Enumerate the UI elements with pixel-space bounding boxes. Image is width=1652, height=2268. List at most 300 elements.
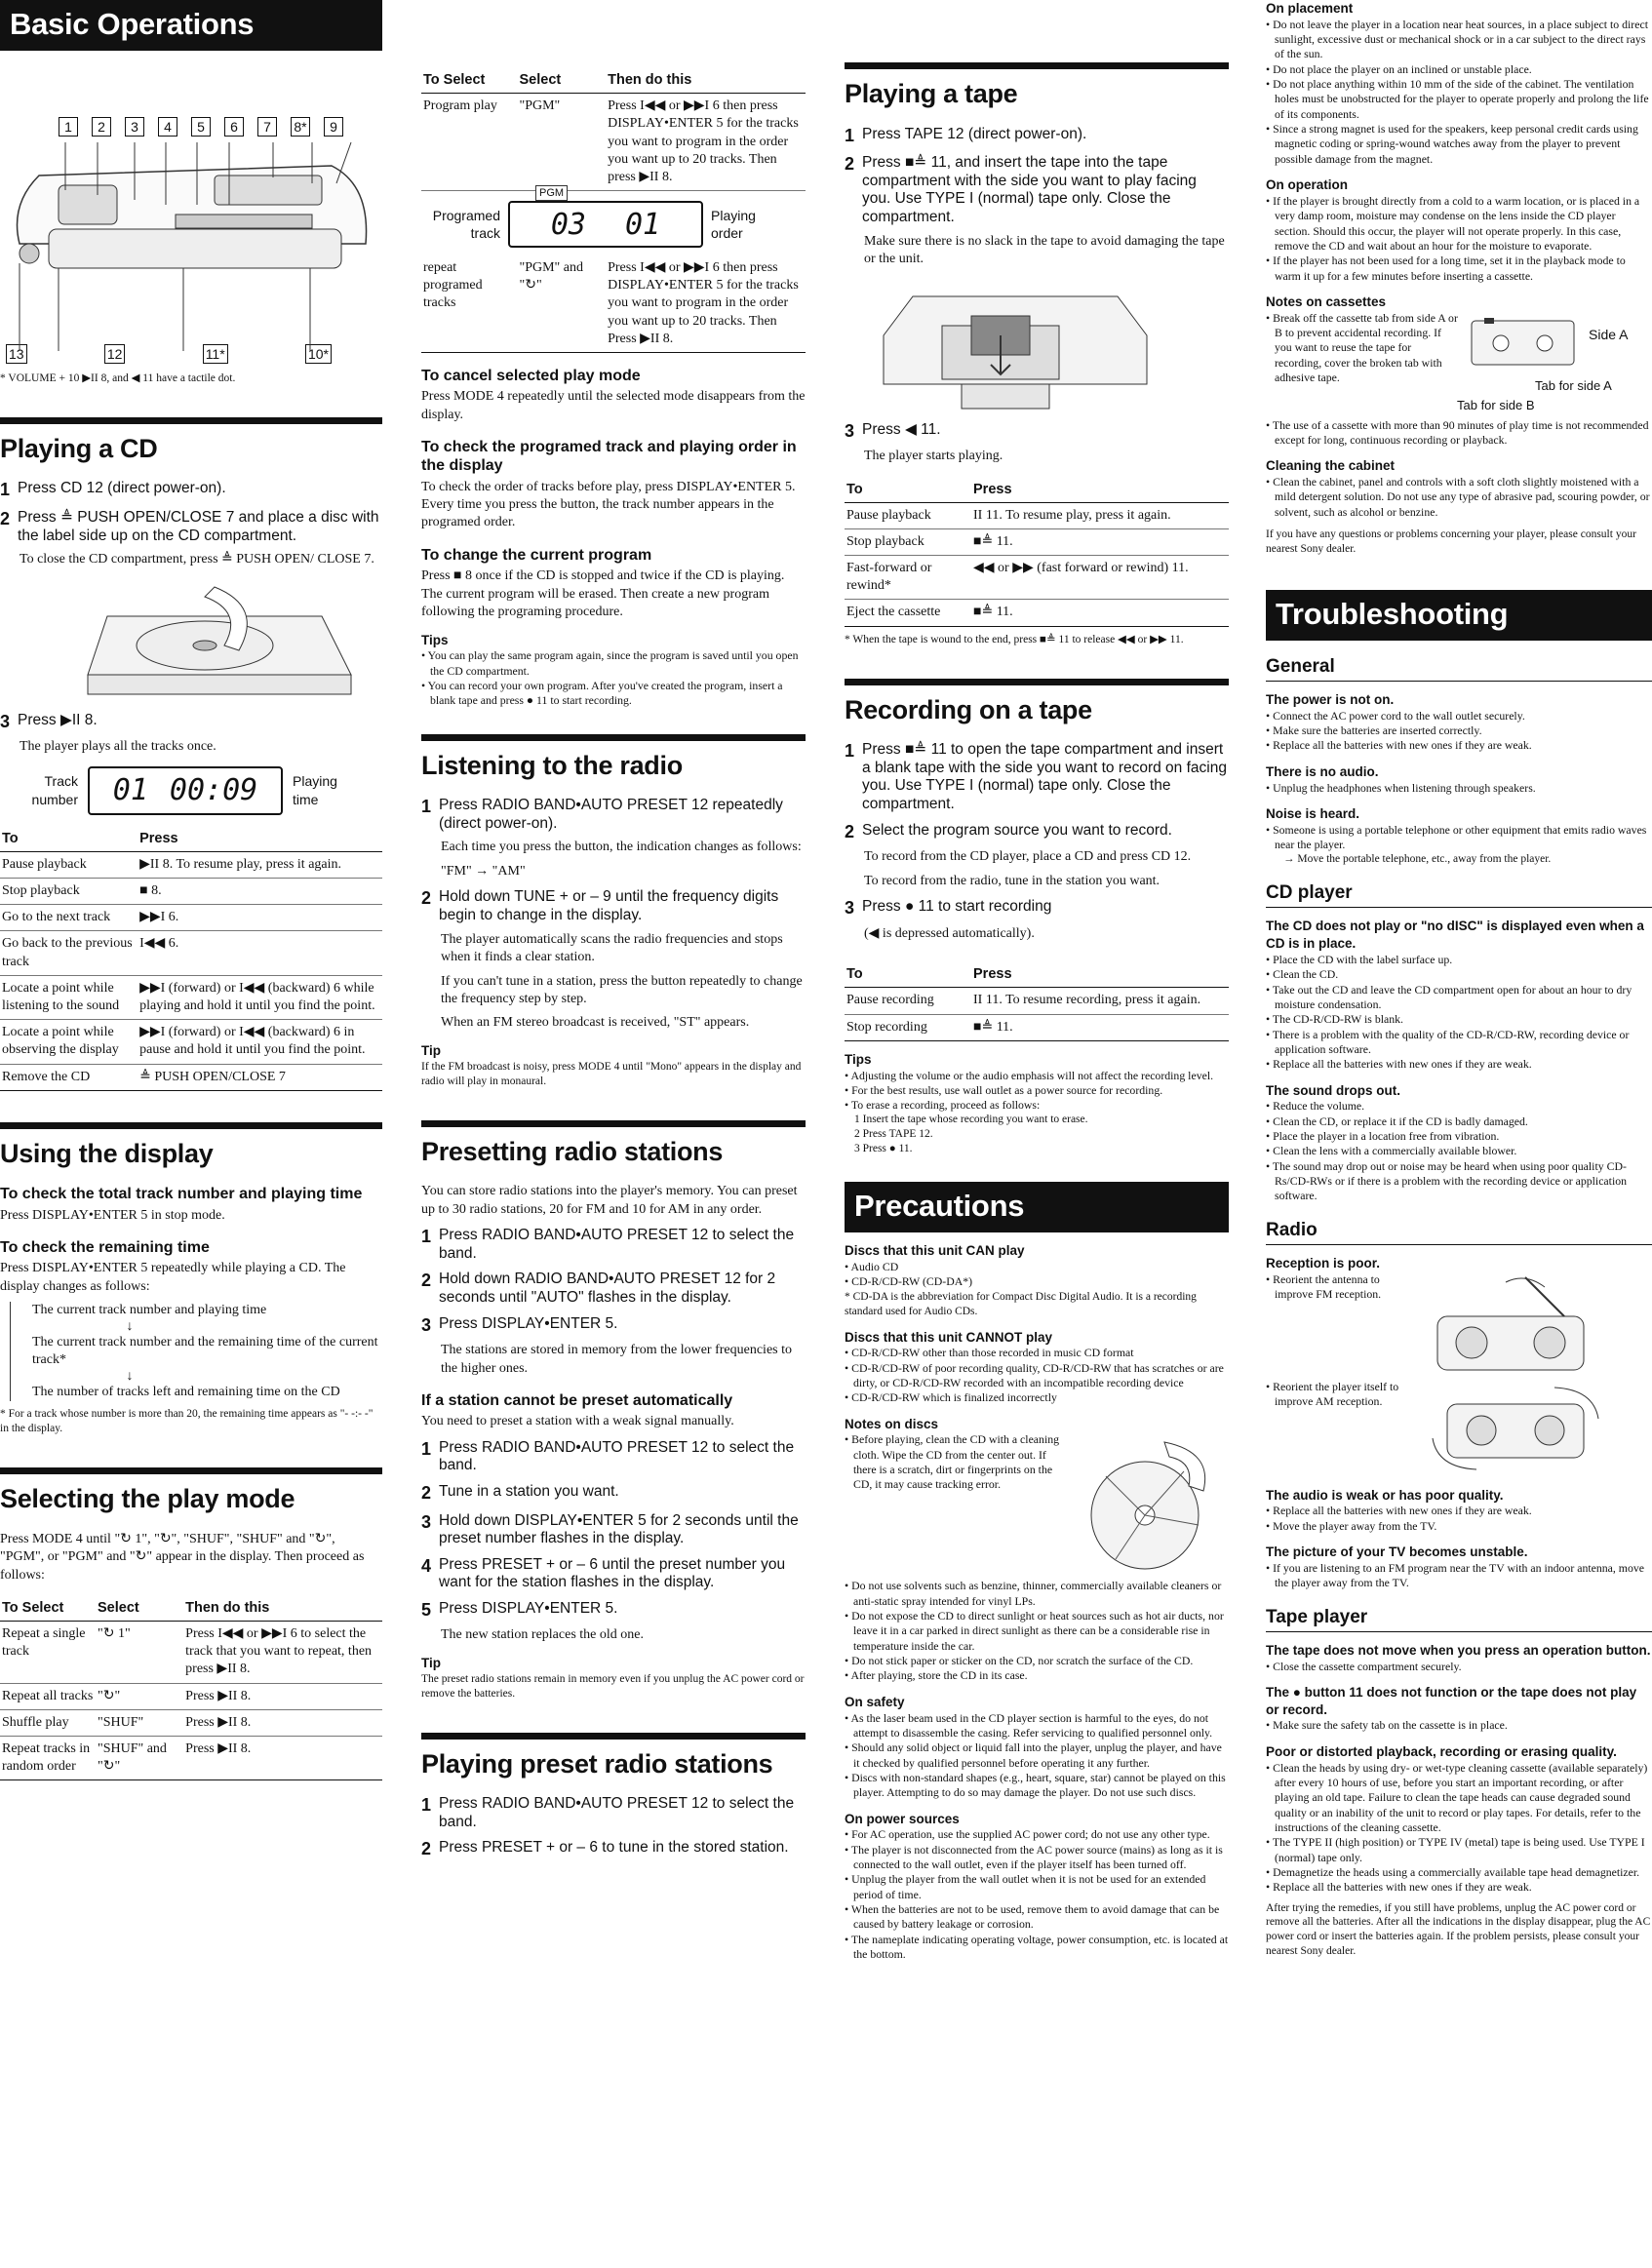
cell-to: Eject the cassette [845, 600, 971, 626]
programed-track-label: Programed track [432, 207, 500, 242]
track-number-label: Track number [31, 773, 78, 807]
table-row [0, 931, 382, 975]
list-item: • The sound may drop out or noise may be heard when using poor quality CD-Rs/CD-RWs or if there is a problem with the recording device or application software. [1266, 1159, 1652, 1204]
r1a-list [1266, 1272, 1412, 1380]
cd-step-3: Press ▶II 8. [18, 711, 98, 728]
list-item: • Someone is using a portable telephone or other equipment that emits radio waves near the player. [1266, 823, 1652, 853]
play-mode-title: Selecting the play mode [0, 1467, 382, 1517]
cell-to: repeat programed tracks [421, 255, 518, 352]
cell-press: ▶▶I (forward) or I◀◀ (backward) 6 in pause and hold it until you find the point. [138, 1020, 382, 1064]
r1b-list [1266, 1380, 1412, 1477]
notes-discs-list [845, 1579, 1229, 1683]
flow-step-2: The current track number and the remaining time of the current track* [32, 1334, 378, 1368]
cell-then: Press I◀◀ or ▶▶I 6 to select the track that you want to repeat, then press ▶II 8. [183, 1622, 382, 1684]
radio-step-2: Hold down TUNE + or – 9 until the frequency digits begin to change in the display. [439, 888, 779, 923]
cell-then: Press ▶II 8. [183, 1683, 382, 1709]
t1-list [1266, 1660, 1652, 1674]
play-mode-intro: Press MODE 4 until "↻ 1", "↻", "SHUF", "SHUF" and "↻", "PGM", or "PGM" and "↻" appear in the display. Then proceed as follows: [0, 1531, 365, 1583]
table-row [845, 556, 1229, 600]
g3-arrow: → Move the portable telephone, etc., away from the player. [1283, 853, 1552, 866]
list-item: • Replace all the batteries with new ones if they are weak. [1266, 738, 1652, 753]
list-item: • The player is not disconnected from the AC power source (mains) as long as it is connected to the wall outlet, even if the player itself has been turned off. [845, 1843, 1229, 1873]
callout-number: 8* [291, 117, 310, 137]
list-item: • CD-R/CD-RW other than those recorded in music CD format [845, 1346, 1229, 1360]
list-item: • Take out the CD and leave the CD compartment open for about an hour to dry moisture condensation. [1266, 983, 1652, 1013]
presetting-intro: You can store radio stations into the player's memory. You can preset up to 30 radio stations, 20 for FM and 10 for AM in any order. [421, 1184, 798, 1217]
cell-to: Repeat tracks in random order [0, 1737, 96, 1780]
pgm-lcd-display [508, 201, 703, 248]
list-item: • Discs with non-standard shapes (e.g., heart, square, star) cannot be played on this player. Attempting to do so may damage the player. Do not use such discs. [845, 1771, 1229, 1801]
lcd-time: 00:09 [169, 772, 258, 807]
preset-play-step-1: Press RADIO BAND•AUTO PRESET 12 to select the band. [439, 1795, 795, 1830]
callout-number: 3 [125, 117, 144, 137]
list-item: • Adjusting the volume or the audio emphasis will not affect the recording level. [845, 1069, 1229, 1083]
callout-number: 10* [305, 344, 332, 364]
list-item: • There is a problem with the quality of the CD-R/CD-RW, recording device or application software. [1266, 1028, 1652, 1058]
preset-tip: The preset radio stations remain in memory even if you unplug the AC power cord or remove the batteries. [421, 1672, 805, 1700]
cell-to: Locate a point while listening to the sound [0, 975, 138, 1019]
pm-tips-list [421, 648, 806, 708]
weak-step-3: Hold down DISPLAY•ENTER 5 for 2 seconds until the preset number flashes in the display. [439, 1511, 799, 1547]
notes-discs-first [845, 1432, 1069, 1579]
table-row [845, 528, 1229, 555]
list-item: • The TYPE II (high position) or TYPE IV (metal) tape is being used. Use TYPE I (normal) tape only. [1266, 1835, 1652, 1865]
placement-heading: On placement [1266, 1, 1354, 16]
cell-sel: "PGM" and "↻" [518, 255, 607, 352]
t3-heading: Poor or distorted playback, recording or erasing quality. [1266, 1743, 1617, 1759]
erase-steps [845, 1113, 1229, 1156]
cd-step-1: Press CD 12 (direct power-on). [18, 480, 226, 497]
tab-b-label: Tab for side B [1457, 397, 1535, 412]
cell-then: Press ▶II 8. [183, 1737, 382, 1780]
flow-arrow-2: ↓ [126, 1368, 134, 1384]
pgm-lcd-order: 01 [625, 207, 661, 242]
list-item: • To erase a recording, proceed as follows: [845, 1098, 1229, 1113]
cassette-more-item: • The use of a cassette with more than 90 minutes of play time is not recommended except for long, continuous recording or playback. [1266, 418, 1652, 449]
listening-radio-title: Listening to the radio [421, 734, 806, 784]
using-display-title: Using the display [0, 1122, 382, 1172]
table-row [0, 1064, 382, 1090]
play-mode-table [0, 1596, 382, 1780]
cell-press: I◀◀ 6. [138, 931, 382, 975]
tape-insert-illustration [864, 277, 1157, 413]
cell-to: Pause playback [0, 851, 138, 878]
col-press: Press [138, 827, 382, 852]
cell-sel: "SHUF" [96, 1709, 183, 1736]
t2-list [1266, 1718, 1652, 1733]
preset-step-1: Press RADIO BAND•AUTO PRESET 12 to select the band. [439, 1227, 795, 1262]
cell-press: ▶▶I (forward) or I◀◀ (backward) 6 while playing and hold it until you find the point. [138, 975, 382, 1019]
list-item: • Make sure the batteries are inserted correctly. [1266, 723, 1652, 738]
power-heading: On power sources [845, 1811, 960, 1826]
tape-col-to: To [845, 478, 971, 503]
cell-press: ≜ PUSH OPEN/CLOSE 7 [138, 1064, 382, 1090]
cassette-first [1266, 311, 1461, 418]
rec-tips-list [845, 1069, 1229, 1114]
cell-press: II 11. To resume recording, press it again. [971, 988, 1229, 1014]
cd-display-figure [20, 766, 382, 815]
safety-list [845, 1711, 1229, 1801]
display-footnote: * For a track whose number is more than 20, the remaining time appears as "- -:- -" in the display. [0, 1408, 374, 1434]
cell-to: Program play [421, 94, 518, 191]
pgm-figure-row [421, 191, 806, 256]
col-then: Then do this [183, 1596, 382, 1622]
radio-heading: Radio [1266, 1218, 1652, 1245]
callout-number: 7 [257, 117, 277, 137]
erase-step: 3 Press ● 11. [854, 1143, 913, 1155]
list-item: • CD-R/CD-RW of poor recording quality, CD-R/CD-RW that has scratches or are dirty, or CD-R/CD-RW recorded with an incompatible recording device [845, 1361, 1229, 1391]
list-item: • Clean the lens with a commercially available blower. [1266, 1144, 1652, 1158]
cell-sel: "↻ 1" [96, 1622, 183, 1684]
callout-number: 1 [59, 117, 78, 137]
check-heading: To check the programed track and playing order in the display [421, 439, 797, 475]
cancel-text: Press MODE 4 repeatedly until the selected mode disappears from the display. [421, 389, 806, 422]
pgm-display-wrap [508, 187, 703, 248]
cell-to: Go to the next track [0, 905, 138, 931]
trouble-closing: After trying the remedies, if you still have problems, unplug the AC power cord or remove all the batteries. After all the indications in the display disappear, plug the AC power cord or insert the batteries again. If the problem persists, please consult your nearest Sony dealer. [1266, 1901, 1651, 1958]
weak-step-5: Press DISPLAY•ENTER 5. [439, 1599, 618, 1617]
rec-col-press: Press [971, 962, 1229, 988]
notes-discs-heading: Notes on discs [845, 1416, 939, 1431]
cell-sel: "SHUF" and "↻" [96, 1737, 183, 1780]
table-row [0, 879, 382, 905]
cd-step-2-note: To close the CD compartment, press ≜ PUSH OPEN/ CLOSE 7. [20, 552, 374, 567]
flow-step-1: The current track number and playing time [32, 1303, 267, 1318]
tape-col-press: Press [971, 478, 1229, 503]
list-item: • Replace all the batteries with new ones if they are weak. [1266, 1057, 1652, 1072]
cell-sel: "PGM" [518, 94, 607, 191]
presetting-title: Presetting radio stations [421, 1120, 806, 1170]
radio-step-2-note1: The player automatically scans the radio frequencies and stops when it finds a clear station. [441, 931, 783, 965]
pgm-display-figure [423, 187, 804, 252]
col-then-2: Then do this [606, 68, 806, 94]
rec-step-2: Select the program source you want to record. [862, 821, 1172, 839]
display-h2: To check the remaining time [0, 1239, 210, 1257]
list-item: • If the player has not been used for a long time, set it in the playback mode to warm it up for a few minutes before inserting a cassette. [1266, 254, 1652, 284]
cell-to: Locate a point while observing the display [0, 1020, 138, 1064]
r3-heading: The picture of your TV becomes unstable. [1266, 1545, 1528, 1560]
fm-antenna-illustration [1418, 1272, 1613, 1380]
boombox-illustration [0, 59, 382, 351]
column-1: Basic Operations 1 2 3 4 5 6 7 8* 9 13 12 11* 10* * VOLUME + 10 ▶II 8, and ◀ 11 have a tactile dot. Playing a CD 1 Press CD 12 (direct power-on). 2 Press ≜ PUSH OPEN/CLOSE 7 and place a disc with the label side up on the CD compartment. To close the CD compartment, press ≜ PUSH OPEN/ CLOSE 7. 3 Press ▶II 8. The player plays all the tracks once. Track number 01 00:09 Playing time To Press Pause playback ▶II 8. To resume play, press it again. Stop playback ■ 8. Go to the next track ▶▶I 6. Go back to the previous track I◀◀ 6. Locate a point while listening to the sound ▶▶I (forward) or I◀◀ (backward) 6 while playing and hold it until you find the point. Locate a point while observing the display ▶▶I (forward) or I◀◀ (backward) 6 in pause and hold it until you find the point. Remove the CD ≜ PUSH OPEN/CLOSE 7 Using the display To check the total track number and playing time Press DISPLAY•ENTER 5 in stop mode. To check the remaining time Press DISPLAY•ENTER 5 repeatedly while playing a CD. The display changes as follows: The current track number and playing time ↓ The current track number and the remaining time of the current track* ↓ The number of tracks left and remaining time on the CD * For a track whose number is more than 20, the remaining time appears as "- -:- -" in the display. Selecting the play mode Press MODE 4 until "↻ 1", "↻", "SHUF", "SHUF" and "↻", "PGM", or "PGM" and "↻" appear in the display. Then proceed as follows: To Select Select Then do this Repeat a single track "↻ 1" Press I◀◀ or ▶▶I 6 to select the track that you want to repeat, then press ▶II 8. Repeat all tracks "↻" Press ▶II 8. Shuffle play "SHUF" Press ▶II 8. Repeat tracks in random order "SHUF" and "↻" Press ▶II 8. [0, 0, 382, 2268]
r1a-item: • Reorient the antenna to improve FM reception. [1266, 1272, 1412, 1303]
display-h1: To check the total track number and playing time [0, 1186, 363, 1203]
rec-step-2-note2: To record from the radio, tune in the station you want. [864, 873, 1160, 888]
table-row [0, 851, 382, 878]
tape-step-3-note: The player starts playing. [864, 449, 1003, 464]
g2-heading: There is no audio. [1266, 763, 1379, 779]
flow-step-3: The number of tracks left and remaining time on the CD [32, 1384, 340, 1399]
can-play-list [845, 1260, 1229, 1290]
list-item: • Do not place anything within 10 mm of the side of the cabinet. The ventilation holes must be unobstructed for the player to operate properly and prolong the life of its components. [1266, 77, 1652, 122]
cd-cleaning-illustration [1077, 1432, 1223, 1579]
playing-order-label: Playing order [711, 207, 756, 242]
list-item: • Do not expose the CD to direct sunlight or heat sources such as hot air ducts, nor leave it in a car parked in direct sunlight as there can be a considerable rise in temperature inside the car. [845, 1609, 1229, 1654]
can-play-heading: Discs that this unit CAN play [845, 1243, 1025, 1259]
cassette-figure [1457, 311, 1652, 418]
rec-col-to: To [845, 962, 971, 988]
list-item: • As the laser beam used in the CD player section is harmful to the eyes, do not attempt to disassemble the casing. Refer servicing to qualified personnel only. [845, 1711, 1229, 1741]
cell-to: Pause recording [845, 988, 971, 1014]
list-item: • When the batteries are not to be used, remove them to avoid damage that can be caused by battery leakage or corrosion. [845, 1902, 1229, 1933]
table-row [0, 905, 382, 931]
cell-press: ■≜ 11. [971, 528, 1229, 555]
tape-step-3: Press ◀ 11. [862, 420, 941, 438]
change-heading: To change the current program [421, 546, 652, 564]
cannot-play-heading: Discs that this unit CANNOT play [845, 1329, 1053, 1345]
table-row [845, 988, 1229, 1014]
list-item: • Since a strong magnet is used for the speakers, keep personal credit cards using magnetic coding or spring-wound watches away from the player to prevent possible damage from the magnet. [1266, 122, 1652, 167]
list-item: • CD-R/CD-RW (CD-DA*) [845, 1274, 1229, 1289]
r2-list [1266, 1504, 1652, 1534]
rec-tips-heading: Tips [845, 1051, 872, 1067]
cell-sel: "↻" [96, 1683, 183, 1709]
list-item: • Should any solid object or liquid fall into the player, unplug the player, and have it checked by qualified personnel before operating it any further. [845, 1740, 1229, 1771]
cell-to: Remove the CD [0, 1064, 138, 1090]
preset-weak-text: You need to preset a station with a weak signal manually. [421, 1414, 734, 1429]
r1b-item: • Reorient the player itself to improve AM reception. [1266, 1380, 1412, 1410]
rec-step-3-note: (◀ is depressed automatically). [864, 925, 1035, 941]
side-a-label: Side A [1589, 326, 1629, 342]
preset-play-title: Playing preset radio stations [421, 1733, 806, 1782]
list-item: • Place the CD with the label surface up. [1266, 953, 1652, 967]
list-item: • Do not stick paper or sticker on the CD, nor scratch the surface of the CD. [845, 1654, 1229, 1668]
t1-heading: The tape does not move when you press an operation button. [1266, 1642, 1651, 1658]
col-select-to: To Select [0, 1596, 96, 1622]
radio-tip-heading: Tip [421, 1042, 441, 1058]
list-item: • For AC operation, use the supplied AC power cord; do not use any other type. [845, 1827, 1229, 1842]
col-to: To [0, 827, 138, 852]
tab-a-label: Tab for side A [1535, 377, 1612, 393]
pm-tips-heading: Tips [421, 632, 449, 647]
weak-step-1: Press RADIO BAND•AUTO PRESET 12 to select the band. [439, 1438, 795, 1474]
c2-heading: The sound drops out. [1266, 1082, 1400, 1098]
cell-to: Stop playback [845, 528, 971, 555]
cell-press: ■≜ 11. [971, 1014, 1229, 1040]
list-item: • Clean the CD. [1266, 967, 1652, 982]
cd-loading-illustration [68, 577, 361, 704]
table-row [845, 1014, 1229, 1040]
column-3: Playing a tape 1 Press TAPE 12 (direct power-on). 2 Press ■≜ 11, and insert the tape into the tape compartment with the side you want to play facing you. Use TYPE I (normal) tape only. Close the compartment. Make sure there is no slack in the tape to avoid damaging the tape or the unit. 3 Press ◀ 11. The player starts playing. To Press Pause playback II 11. To resume play, press it again. Stop playback ■≜ 11. Fast-forward or rewind* ◀◀ or ▶▶ (fast forward or rewind) 11. Eject the cassette ■≜ 11. * When the tape is wound to the end, press ■≜ 11 to release ◀◀ or ▶▶ 11. Recording on a tape 1 Press ■≜ 11 to open the tape compartment and insert a blank tape with the side you want to record on facing you. Use TYPE I (normal) tape only. Close the compartment. 2 Select the program source you want to record. To record from the CD player, place a CD and press CD 12. To record from the radio, tune in the station you want. 3 Press ● 11 to start recording (◀ is depressed automatically). To Press Pause recording II 11. To resume recording, press it again. Stop recording ■≜ 11. Tips • Adjusting the volume or the audio emphasis will not affect the recording level. • For the best results, use wall outlet as a power source for recording. • To erase a recording, proceed as follows: 1 Insert the tape whose recording you want to erase. 2 Press TAPE 12. 3 Press ● 11. Precautions Discs that this unit CAN play • Audio CD • CD-R/CD-RW (CD-DA*) * CD-DA is the abbreviation for Compact Disc Digital Audio. It is a recording standard used for Audio CDs. Discs that this unit CANNOT play • CD-R/CD-RW other than those recorded in music CD format • CD-R/CD-RW of poor recording quality, CD-R/CD-RW that has scratches or are dirty, or CD-R/CD-RW recorded with an incompatible recording device • CD-R/CD-RW which is finalized incorrectly Notes on discs • Before playing, clean the CD with a cleaning cloth. Wipe the CD from the center out. If there is a scratch, dirt or fingerprints on the CD, it may cause tracking error. • Do not use solvents such as benzine, thinner, commercially available cleaners or anti-static spray intended for vinyl LPs. • Do not expose the CD to direct sunlight or heat sources such as hot air ducts, nor leave it in a car parked in direct sunlight as there can be a considerable rise in temperature inside the car. • Do not stick paper or sticker on the CD, nor scratch the surface of the CD. • After playing, store the CD in its case. On safety • As the laser beam used in the CD player section is harmful to the eyes, do not attempt to disassemble the casing. Refer servicing to qualified personnel only. • Should any solid object or liquid fall into the player, unplug the player, and have it checked by qualified personnel before operating it any further. • Discs with non-standard shapes (e.g., heart, square, star) cannot be played on this player. Attempting to do so may damage the player. Do not use such discs. On power sources • For AC operation, use the supplied AC power cord; do not use any other type. • The player is not disconnected from the AC power source (mains) as long as it is connected to the wall outlet, even if the player itself has been turned off. • Unplug the player from the wall outlet when it is not be used for an extended period of time. • When the batteries are not to be used, remove them to avoid damage that can be caused by battery leakage or corrosion. • The nameplate indicating operating voltage, power consumption, etc. is located at the bottom. [845, 0, 1229, 2268]
cell-to: Repeat a single track [0, 1622, 96, 1684]
operation-list [1266, 194, 1652, 284]
table-row [845, 600, 1229, 626]
radio-tip: If the FM broadcast is noisy, press MODE 4 until "Mono" appears in the display and radio will play in monaural. [421, 1060, 802, 1087]
list-item: • If you are listening to an FM program near the TV with an indoor antenna, move the player away from the TV. [1266, 1561, 1652, 1591]
callout-number: 9 [324, 117, 343, 137]
precautions-title: Precautions [845, 1182, 1229, 1232]
cassette-illustration [1467, 316, 1584, 374]
pgm-figure-cell [421, 187, 806, 256]
r3-list [1266, 1561, 1652, 1591]
rec-step-2-note1: To record from the CD player, place a CD and press CD 12. [864, 849, 1192, 865]
preset-step-3: Press DISPLAY•ENTER 5. [439, 1314, 618, 1332]
notes-first-item: • Before playing, clean the CD with a cleaning cloth. Wipe the CD from the center out. If there is a scratch, dirt or fingerprints on the CD, it may cause tracking error. [845, 1432, 1069, 1492]
display-p2: Press DISPLAY•ENTER 5 repeatedly while playing a CD. The display changes as follows: [0, 1261, 346, 1294]
column-2: To Select Select Then do this Program play "PGM" Press I◀◀ or ▶▶I 6 then press DISPLAY•ENTER 5 for the tracks you want to program in the order you want up to 20 tracks. Then press ▶II 8. Programed track PGM 03 01 Playing order repeat programed tracks "PGM" and "↻" Press I◀◀ or ▶▶I 6 then press DISPLAY•ENTER 5 for the tracks you want to program in the order you want up to 20 tracks. Then Press ▶II 8. To cancel selected play mode Press MODE 4 repeatedly until the selected mode disappears from the display. To check the programed track and playing order in the display To check the order of tracks before play, press DISPLAY•ENTER 5. Every time you press the button, the track number appears in the programed order. To change the current program Press ■ 8 once if the CD is stopped and twice if the CD is playing. The current program will be erased. Then create a new program following the programing procedure. Tips • You can play the same program again, since the program is saved until you open the CD compartment. • You can record your own program. After you've created the program, insert a blank tape and press ● 11 to start recording. Listening to the radio 1 Press RADIO BAND•AUTO PRESET 12 repeatedly (direct power-on). Each time you press the button, the indication changes as follows: "FM" → "AM" 2 Hold down TUNE + or – 9 until the frequency digits begin to change in the display. The player automatically scans the radio frequencies and stops when it finds a clear station. If you can't tune in a station, press the button repeatedly to change the frequency step by step. When an FM stereo broadcast is received, "ST" appears. Tip If the FM broadcast is noisy, press MODE 4 until "Mono" appears in the display and radio will play in monaural. Presetting radio stations You can store radio stations into the player's memory. You can preset up to 30 radio stations, 20 for FM and 10 for AM in any order. 1 Press RADIO BAND•AUTO PRESET 12 to select the band. 2 Hold down RADIO BAND•AUTO PRESET 12 for 2 seconds until "AUTO" flashes in the display. 3 Press DISPLAY•ENTER 5. The stations are stored in memory from the lower frequencies to the higher ones. If a station cannot be preset automatically You need to preset a station with a weak signal manually. 1 Press RADIO BAND•AUTO PRESET 12 to select the band. 2 Tune in a station you want. 3 Hold down DISPLAY•ENTER 5 for 2 seconds until the preset number flashes in the display. 4 Press PRESET + or – 6 until the preset number you want for the station flashes in the display. 5 Press DISPLAY•ENTER 5. The new station replaces the old one. Tip The preset radio stations remain in memory even if you unplug the AC power cord or remove the batteries. Playing preset radio stations 1 Press RADIO BAND•AUTO PRESET 12 to select the band. 2 Press PRESET + or – 6 to tune in the stored station. [421, 0, 806, 2268]
cell-then: Press I◀◀ or ▶▶I 6 then press DISPLAY•ENTER 5 for the tracks you want to program in the order you want up to 20 tracks. Then Press ▶II 8. [606, 255, 806, 352]
callout-number: 6 [224, 117, 244, 137]
display-p1: Press DISPLAY•ENTER 5 in stop mode. [0, 1207, 225, 1223]
play-mode-table-continued [421, 68, 806, 353]
list-item: • Close the cassette compartment securely. [1266, 1660, 1652, 1674]
playing-time-label: Playing time [293, 773, 337, 807]
column-4 [1266, 0, 1652, 2268]
cell-press: II 11. To resume play, press it again. [971, 502, 1229, 528]
cell-to: Stop playback [0, 879, 138, 905]
cd-step-2: Press ≜ PUSH OPEN/CLOSE 7 and place a disc with the label side up on the CD compartment. [18, 509, 379, 544]
callout-number: 11* [203, 344, 228, 364]
display-flow [10, 1302, 382, 1401]
cell-then: Press I◀◀ or ▶▶I 6 then press DISPLAY•ENTER 5 for the tracks you want to program in the order you want up to 20 tracks. Then press ▶II 8. [606, 94, 806, 191]
play-mode-extras [421, 367, 806, 709]
playing-tape-title: Playing a tape [845, 62, 1229, 112]
cd-controls-table [0, 827, 382, 1091]
list-item: • Unplug the player from the wall outlet when it is not be used for an extended period of time. [845, 1872, 1229, 1902]
list-item: • Clean the heads by using dry- or wet-type cleaning cassette (available separately) after every 10 hours of use, before you start an important recording, or after playing an old tape. Failure to clean the tape heads can cause degraded sound quality or an inability of the unit to record or play tapes. For details, refer to the instructions of the cleaning cassette. [1266, 1761, 1652, 1836]
cancel-heading: To cancel selected play mode [421, 368, 641, 384]
cell-press: ■≜ 11. [971, 600, 1229, 626]
col-select-to-2: To Select [421, 68, 518, 94]
cleaning-list [1266, 475, 1652, 520]
radio-step-1-note1: Each time you press the button, the indication changes as follows: [441, 840, 802, 855]
callout-number: 13 [6, 344, 27, 364]
cell-to: Go back to the previous track [0, 931, 138, 975]
cell-to: Fast-forward or rewind* [845, 556, 971, 600]
list-item: • Place the player in a location free from vibration. [1266, 1129, 1652, 1144]
list-item: • Do not place the player on an inclined or unstable place. [1266, 62, 1652, 77]
table-row [421, 255, 806, 352]
list-item: • Unplug the headphones when listening through speakers. [1266, 781, 1652, 796]
cleaning-item: • Clean the cabinet, panel and controls with a soft cloth slightly moistened with a mild detergent solution. Do not use any type of abrasive pad, scouring powder, or solvent, such as alcohol or benzine. [1266, 475, 1652, 520]
pgm-lcd-track: 03 [550, 207, 586, 242]
preset-step-2: Hold down RADIO BAND•AUTO PRESET 12 for 2 seconds until "AUTO" flashes in the display. [439, 1271, 776, 1306]
cell-to: Pause playback [845, 502, 971, 528]
check-text: To check the order of tracks before play, press DISPLAY•ENTER 5. Every time you press the button, the track number appears in the programed order. [421, 479, 796, 530]
troubleshooting-title: Troubleshooting [1266, 590, 1652, 641]
preset-tip-heading: Tip [421, 1655, 441, 1670]
preset-play-step-2: Press PRESET + or – 6 to tune in the stored station. [439, 1839, 789, 1857]
cell-to: Stop recording [845, 1014, 971, 1040]
weak-step-5-note: The new station replaces the old one. [441, 1627, 644, 1643]
tactile-footnote: * VOLUME + 10 ▶II 8, and ◀ 11 have a tactile dot. [0, 371, 236, 384]
preset-weak-heading: If a station cannot be preset automatically [421, 1392, 733, 1410]
list-item: • Reduce the volume. [1266, 1099, 1652, 1114]
tape-step-1: Press TAPE 12 (direct power-on). [862, 125, 1087, 142]
r1-heading: Reception is poor. [1266, 1255, 1381, 1271]
cell-press: ▶II 8. To resume play, press it again. [138, 851, 382, 878]
list-item: • Make sure the safety tab on the cassette is in place. [1266, 1718, 1652, 1733]
can-play-note: * CD-DA is the abbreviation for Compact Disc Digital Audio. It is a recording standard used for Audio CDs. [845, 1290, 1197, 1317]
weak-step-2: Tune in a station you want. [439, 1482, 619, 1500]
list-item: • You can record your own program. After you've created the program, insert a blank tape and press ● 11 to start recording. [421, 679, 806, 709]
col-select-2: Select [518, 68, 607, 94]
cassette-first-item: • Break off the cassette tab from side A or B to prevent accidental recording. If you want to reuse the tape for recording, cover the broken tab with adhesive tape. [1266, 311, 1461, 386]
weak-step-4: Press PRESET + or – 6 until the preset number you want for the station flashes in the display. [439, 1555, 786, 1591]
c2-list [1266, 1099, 1652, 1203]
callout-number: 4 [158, 117, 177, 137]
list-item: • Demagnetize the heads using a commercially available tape head demagnetizer. [1266, 1865, 1652, 1880]
callout-number: 2 [92, 117, 111, 137]
playing-cd-title: Playing a CD [0, 417, 382, 467]
safety-heading: On safety [845, 1694, 905, 1709]
list-item: • If the player is brought directly from a cold to a warm location, or is placed in a very damp room, moisture may condense on the lens inside the CD player section. Should this occur, the player will not operate properly. In this case, remove the CD and wait about an hour for the moisture to evaporate. [1266, 194, 1652, 254]
radio-step-2-note3: When an FM stereo broadcast is received, "ST" appears. [441, 1015, 750, 1031]
list-item: • You can play the same program again, since the program is saved until you open the CD compartment. [421, 648, 806, 679]
cd-lcd-display [88, 766, 283, 815]
cd-player-heading: CD player [1266, 880, 1652, 908]
lcd-track: 01 [112, 772, 148, 807]
g3-heading: Noise is heard. [1266, 805, 1360, 821]
g1-list [1266, 709, 1652, 754]
list-item: • Audio CD [845, 1260, 1229, 1274]
list-item: • After playing, store the CD in its case. [845, 1668, 1229, 1683]
basic-operations-title: Basic Operations [0, 0, 382, 51]
list-item: • The nameplate indicating operating voltage, power consumption, etc. is located at the bottom. [845, 1933, 1229, 1963]
tape-controls-table [845, 478, 1229, 627]
cassette-heading: Notes on cassettes [1266, 293, 1387, 309]
callout-number: 12 [104, 344, 126, 364]
list-item: • Do not use solvents such as benzine, thinner, commercially available cleaners or anti-static spray intended for vinyl LPs. [845, 1579, 1229, 1609]
pgm-indicator: PGM [535, 185, 568, 201]
c1-list [1266, 953, 1652, 1073]
list-item: • The CD-R/CD-RW is blank. [1266, 1012, 1652, 1027]
table-row [0, 1622, 382, 1684]
list-item: • Move the player away from the TV. [1266, 1519, 1652, 1534]
table-row [0, 975, 382, 1019]
placement-list [1266, 18, 1652, 167]
table-row [0, 1020, 382, 1064]
g1-heading: The power is not on. [1266, 692, 1395, 707]
player-diagram [0, 59, 382, 351]
table-row [845, 502, 1229, 528]
r2-heading: The audio is weak or has poor quality. [1266, 1487, 1504, 1503]
rec-step-3: Press ● 11 to start recording [862, 898, 1052, 916]
col-select: Select [96, 1596, 183, 1622]
list-item: • Connect the AC power cord to the wall outlet securely. [1266, 709, 1652, 723]
am-orientation-illustration [1418, 1380, 1613, 1477]
flow-arrow-1: ↓ [126, 1318, 134, 1334]
list-item: • Clean the CD, or replace it if the CD is badly damaged. [1266, 1114, 1652, 1129]
recording-title: Recording on a tape [845, 679, 1229, 728]
callout-number: 5 [191, 117, 211, 137]
list-item: • CD-R/CD-RW which is finalized incorrectly [845, 1390, 1229, 1405]
cell-press: ▶▶I 6. [138, 905, 382, 931]
rec-step-1: Press ■≜ 11 to open the tape compartment and insert a blank tape with the side you want to record on facing you. Use TYPE I (normal) tape only. Close the compartment. [862, 741, 1227, 812]
change-text: Press ■ 8 once if the CD is stopped and twice if the CD is playing. The current program will be erased. Then create a new program following the programing procedure. [421, 568, 785, 620]
cassette-more [1266, 418, 1652, 449]
list-item: • For the best results, use wall outlet as a power source for recording. [845, 1083, 1229, 1098]
t2-heading: The ● button 11 does not function or the tape does not play or record. [1266, 1684, 1637, 1717]
erase-step: 1 Insert the tape whose recording you want to erase. [854, 1114, 1088, 1126]
cell-press: ◀◀ or ▶▶ (fast forward or rewind) 11. [971, 556, 1229, 600]
tape-player-heading: Tape player [1266, 1605, 1652, 1632]
radio-step-1-note2: "FM" → "AM" [441, 863, 526, 879]
table-row [0, 1683, 382, 1709]
general-heading: General [1266, 654, 1652, 682]
radio-step-1: Press RADIO BAND•AUTO PRESET 12 repeatedly (direct power-on). [439, 797, 783, 832]
cell-to: Shuffle play [0, 1709, 96, 1736]
list-item: • Do not leave the player in a location near heat sources, in a place subject to direct sunlight, excessive dust or mechanical shock or in a car subject to the direct rays of the sun. [1266, 18, 1652, 62]
tape-footnote: * When the tape is wound to the end, press ■≜ 11 to release ◀◀ or ▶▶ 11. [845, 633, 1184, 645]
recording-table [845, 962, 1229, 1041]
cell-press: ■ 8. [138, 879, 382, 905]
operation-heading: On operation [1266, 177, 1348, 193]
tape-step-2: Press ■≜ 11, and insert the tape into the tape compartment with the side you want to play facing you. Use TYPE I (normal) tape only. Close the compartment. [862, 154, 1197, 225]
cell-then: Press ▶II 8. [183, 1709, 382, 1736]
list-item: • Replace all the batteries with new ones if they are weak. [1266, 1880, 1652, 1895]
cleaning-heading: Cleaning the cabinet [1266, 458, 1396, 474]
